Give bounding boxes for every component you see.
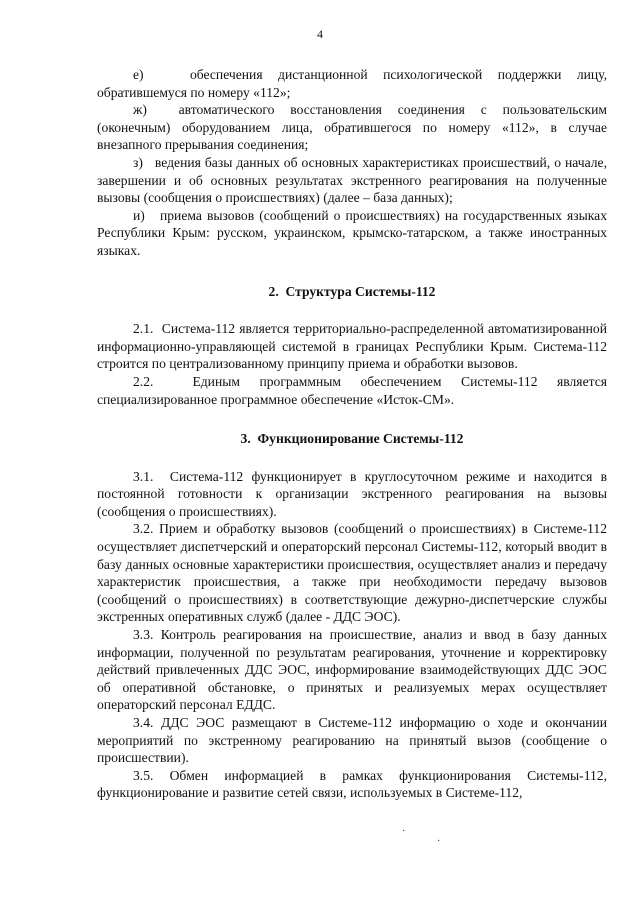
- page-number: 4: [317, 27, 323, 41]
- list-item-e: е) обеспечения дистанционной психологической поддержки лицу, обратившемуся по номеру «112»;: [97, 67, 607, 100]
- paragraph-3-4: 3.4. ДДС ЭОС размещают в Системе-112 информацию о ходе и окончании мероприятий по экстренному реагированию на принятый вызов (сообщение о происшествии).: [97, 715, 607, 766]
- paragraph-3-2: 3.2. Прием и обработку вызовов (сообщений о происшествиях) в Системе-112 осуществляет диспетчерский и операторский персонал Системы-112, который вводит в базу данных основные характеристики происшествия, осуществляет анализ и передачу характеристик происшествия, а также при необходимости передачу вызовов (сообщений о происшествиях) в соответствующие дежурно-диспетчерские службы экстренных оперативных служб (далее - ДДС ЭОС).: [97, 521, 607, 625]
- spacer: [97, 408, 607, 430]
- list-item-i: и) приема вызовов (сообщений о происшествиях) на государственных языках Республики Крым: русском, украинском, крымско-татарском, а также иностранных языках.: [97, 207, 607, 258]
- document-body: [97, 66, 607, 802]
- paragraph-2-2: 2.2. Единым программным обеспечением Системы-112 является специализированное программное обеспечение «Исток-СМ».: [97, 373, 607, 407]
- paragraph-3-3: 3.3. Контроль реагирования на происшествие, анализ и ввод в базу данных информации, полученной по результатам реагирования, уточнение и корректировку действий привлеченных ДДС ЭОС, информирование взаимодействующих ДДС ЭОС об оперативной обстановке, о принятых и реализуемых мерах осуществляет операторский персонал ЕДДС.: [97, 627, 607, 713]
- list-item-zh: ж) автоматического восстановления соединения с пользовательским (оконечным) оборудованием лица, обратившегося по номеру «112», в случае внезапного прерывания соединения;: [97, 102, 607, 153]
- paragraph-2-1: 2.1. Система-112 является территориально-распределенной автоматизированной информационно-управляющей системой в границах Республики Крым. Система-112 строится по централизованному принципу приема и обработки вызовов.: [97, 321, 607, 372]
- section-3-heading: 3. Функционирование Системы-112: [240, 431, 464, 447]
- scan-mark: ·: [402, 826, 406, 837]
- spacer: [97, 260, 607, 283]
- list-item-z: з) ведения базы данных об основных характеристиках происшествий, о начале, завершении и об основных результатах экстренного реагирования на полученные вызовы (сообщения о происшествиях) (далее – база данных);: [97, 154, 607, 206]
- spacer: [97, 300, 607, 320]
- section-2-heading: 2. Структура Системы-112: [268, 283, 436, 299]
- paragraph-3-5: 3.5. Обмен информацией в рамках функционирования Системы-112, функционирование и развитие сетей связи, используемых в Системе-112,: [97, 767, 607, 801]
- paragraph-3-1: 3.1. Система-112 функционирует в круглосуточном режиме и находится в постоянной готовности к организации экстренного реагирования на вызовы (сообщения о происшествиях).: [97, 468, 607, 519]
- scan-mark: ·: [437, 836, 441, 847]
- spacer: [97, 448, 607, 468]
